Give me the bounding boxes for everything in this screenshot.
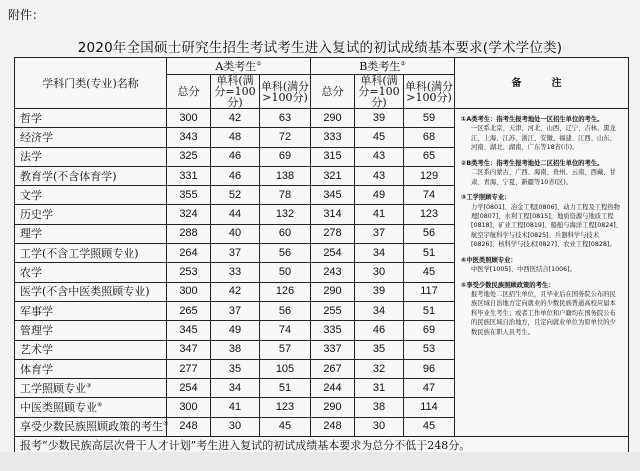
score-a-s1: 42 [211, 282, 260, 301]
score-b-s2: 74 [404, 186, 455, 205]
score-a-s2: 50 [260, 263, 311, 282]
score-b-s2: 51 [404, 244, 455, 263]
score-a-s1: 30 [211, 417, 260, 436]
discipline-name: 文学 [15, 186, 167, 205]
score-b-s1: 30 [355, 417, 404, 436]
score-a-total: 300 [167, 398, 211, 417]
score-b-s1: 41 [355, 205, 404, 224]
score-b-s2: 53 [404, 340, 455, 359]
score-b-total: 333 [311, 128, 355, 147]
score-a-s1: 34 [211, 379, 260, 398]
score-a-s2: 45 [260, 417, 311, 436]
score-a-total: 300 [167, 109, 211, 128]
score-b-s1: 43 [355, 166, 404, 185]
note-5-head: ⑤享受少数民族照顾政策的考生： [461, 281, 555, 289]
score-a-s2: 105 [260, 359, 311, 378]
score-a-total: 355 [167, 186, 211, 205]
score-b-total: 290 [311, 282, 355, 301]
score-b-s1: 35 [355, 340, 404, 359]
score-a-s2: 60 [260, 224, 311, 243]
note-3-head: ③工学照顾专业： [461, 194, 511, 202]
page-title: 2020年全国硕士研究生招生考试考生进入复试的初试成绩基本要求(学术学位类) [77, 40, 563, 56]
score-a-s1: 41 [211, 398, 260, 417]
score-b-s1: 37 [355, 224, 404, 243]
header-b-group: B类考生② [311, 58, 455, 75]
score-b-total: 244 [311, 379, 355, 398]
score-a-s1: 33 [211, 263, 260, 282]
score-b-s1: 39 [355, 109, 404, 128]
discipline-name: 理学 [15, 224, 167, 243]
discipline-name: 享受少数民族照顾政策的考生⑤ [15, 417, 167, 436]
discipline-name: 医学(不含中医类照顾专业) [15, 282, 167, 301]
score-b-s2: 123 [404, 205, 455, 224]
score-a-total: 345 [167, 321, 211, 340]
score-a-total: 343 [167, 128, 211, 147]
score-b-total: 248 [311, 417, 355, 436]
score-b-s1: 34 [355, 244, 404, 263]
score-a-total: 325 [167, 147, 211, 166]
score-a-total: 253 [167, 263, 211, 282]
score-b-total: 290 [311, 398, 355, 417]
score-a-s1: 44 [211, 205, 260, 224]
score-a-s2: 51 [260, 379, 311, 398]
note-2-body: 二区系内蒙古、广西、海南、贵州、云南、西藏、甘肃、青海、宁夏、新疆等10省(区)。 [471, 169, 616, 186]
score-a-s1: 52 [211, 186, 260, 205]
score-a-s1: 48 [211, 128, 260, 147]
discipline-name: 法学 [15, 147, 167, 166]
score-a-total: 264 [167, 244, 211, 263]
score-b-s1: 49 [355, 186, 404, 205]
header-a-single-over100: 单科(满分>100分) [260, 75, 311, 109]
score-a-s1: 35 [211, 359, 260, 378]
score-b-s2: 117 [404, 282, 455, 301]
score-b-s1: 31 [355, 379, 404, 398]
discipline-name: 哲学 [15, 109, 167, 128]
score-a-s2: 56 [260, 244, 311, 263]
discipline-name: 中医类照顾专业④ [15, 398, 167, 417]
footer-note: 报考“少数民族高层次骨干人才计划”考生进入复试的初试成绩基本要求为总分不低于248分。 [15, 437, 629, 454]
score-b-s2: 96 [404, 359, 455, 378]
score-a-s1: 37 [211, 244, 260, 263]
score-a-total: 331 [167, 166, 211, 185]
score-a-total: 324 [167, 205, 211, 224]
score-b-s2: 68 [404, 128, 455, 147]
score-b-total: 255 [311, 301, 355, 320]
discipline-name: 工学照顾专业③ [15, 379, 167, 398]
score-a-s2: 126 [260, 282, 311, 301]
score-b-total: 278 [311, 224, 355, 243]
score-a-total: 300 [167, 282, 211, 301]
score-b-total: 337 [311, 340, 355, 359]
note-1-body: 一区系北京、天津、河北、山西、辽宁、吉林、黑龙江、上海、江苏、浙江、安徽、福建、江西、山东、河南、湖北、湖南、广东等18省(市)。 [471, 125, 616, 152]
score-a-total: 248 [167, 417, 211, 436]
score-a-total: 254 [167, 379, 211, 398]
score-b-s1: 30 [355, 263, 404, 282]
header-b-single-100: 单科(满分=100分) [355, 75, 404, 109]
score-table [14, 57, 629, 454]
discipline-name: 教育学(不含体育学) [15, 166, 167, 185]
note-5-body: 报考地处二区招生单位，且毕业后在国务院公布的民族区域自治地方定向就业的少数民族普通高校应届本科毕业生考生；或者工作单位和户籍均在国务院公布的民族区域自治地方，且定向就业单位为原单位的少数民族在职人员考生。 [471, 291, 616, 336]
discipline-name: 军事学 [15, 301, 167, 320]
score-a-total: 347 [167, 340, 211, 359]
note-4-head: ④中医类照顾专业： [461, 256, 517, 264]
header-b-single-over100: 单科(满分>100分) [404, 75, 455, 109]
score-a-total: 265 [167, 301, 211, 320]
score-b-s1: 45 [355, 128, 404, 147]
discipline-name: 体育学 [15, 359, 167, 378]
score-b-total: 315 [311, 147, 355, 166]
score-b-s2: 114 [404, 398, 455, 417]
score-b-total: 243 [311, 263, 355, 282]
score-b-s2: 69 [404, 321, 455, 340]
header-a-group: A类考生① [167, 58, 311, 75]
score-a-s2: 132 [260, 205, 311, 224]
score-a-s1: 38 [211, 340, 260, 359]
score-b-s2: 65 [404, 147, 455, 166]
score-b-s2: 51 [404, 301, 455, 320]
score-b-total: 335 [311, 321, 355, 340]
score-b-s2: 59 [404, 109, 455, 128]
score-b-s1: 38 [355, 398, 404, 417]
score-a-s2: 123 [260, 398, 311, 417]
discipline-name: 农学 [15, 263, 167, 282]
header-remarks: 备 注 [455, 58, 629, 109]
score-b-s2: 129 [404, 166, 455, 185]
score-b-s1: 43 [355, 147, 404, 166]
score-b-total: 254 [311, 244, 355, 263]
score-a-s2: 56 [260, 301, 311, 320]
score-a-total: 288 [167, 224, 211, 243]
discipline-name: 历史学 [15, 205, 167, 224]
score-b-total: 345 [311, 186, 355, 205]
header-a-total: 总分 [167, 75, 211, 109]
score-b-s1: 34 [355, 301, 404, 320]
score-b-s1: 39 [355, 282, 404, 301]
score-a-s2: 69 [260, 147, 311, 166]
score-b-total: 314 [311, 205, 355, 224]
score-a-s2: 138 [260, 166, 311, 185]
note-2-head: ②B类考生：指考生报考地处二区招生单位的考生。 [461, 159, 604, 167]
score-a-s1: 37 [211, 301, 260, 320]
attachment-label: 附件： [8, 8, 45, 22]
score-a-s2: 74 [260, 321, 311, 340]
discipline-name: 工学(不含工学照顾专业) [15, 244, 167, 263]
header-b-total: 总分 [311, 75, 355, 109]
score-b-s1: 32 [355, 359, 404, 378]
score-a-total: 277 [167, 359, 211, 378]
score-a-s1: 40 [211, 224, 260, 243]
score-b-s2: 56 [404, 224, 455, 243]
header-a-single-100: 单科(满分=100分) [211, 75, 260, 109]
score-b-s2: 45 [404, 417, 455, 436]
discipline-name: 管理学 [15, 321, 167, 340]
score-a-s1: 46 [211, 147, 260, 166]
score-b-s2: 47 [404, 379, 455, 398]
bottom-margin [0, 452, 640, 471]
score-b-total: 267 [311, 359, 355, 378]
score-a-s2: 63 [260, 109, 311, 128]
score-a-s1: 49 [211, 321, 260, 340]
score-b-s1: 46 [355, 321, 404, 340]
table-row [15, 109, 629, 128]
score-b-s2: 45 [404, 263, 455, 282]
remarks-cell [455, 109, 629, 437]
note-3-body: 力学[0801]、冶金工程[0806]、动力工程及工程热物理[0807]、水利工程[0815]、地质资源与地质工程[0818]、矿业工程[0819]、船舶与海洋工程[0824]、航空宇航科学与技术[0825]、兵器科学与技术[0826]、核科学与技术[0827]、农业工程[0828]。 [471, 203, 622, 249]
score-a-s2: 57 [260, 340, 311, 359]
discipline-name: 艺术学 [15, 340, 167, 359]
score-b-total: 321 [311, 166, 355, 185]
score-a-s1: 42 [211, 109, 260, 128]
score-a-s2: 72 [260, 128, 311, 147]
note-4-body: 中医学[1005]、中西医结合[1006]。 [471, 266, 576, 274]
score-a-s1: 46 [211, 166, 260, 185]
score-a-s2: 78 [260, 186, 311, 205]
header-discipline: 学科门类(专业)名称 [15, 58, 167, 109]
discipline-name: 经济学 [15, 128, 167, 147]
note-1-head: ①A类考生：指考生报考地处一区招生单位的考生。 [461, 116, 604, 123]
score-b-total: 290 [311, 109, 355, 128]
